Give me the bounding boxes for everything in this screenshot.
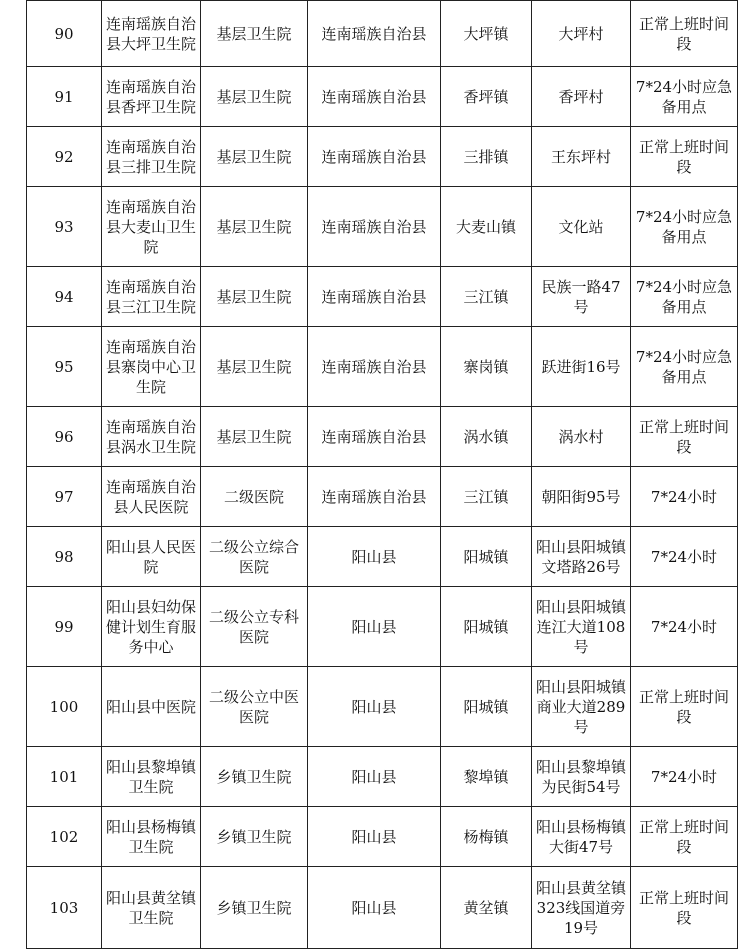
county-cell: 阳山县 xyxy=(308,867,441,949)
town-cell: 三江镇 xyxy=(441,467,532,527)
institution-name-cell: 连南瑶族自治县人民医院 xyxy=(102,467,201,527)
table-row xyxy=(27,807,738,867)
town-cell: 涡水镇 xyxy=(441,407,532,467)
row-number-cell: 90 xyxy=(27,1,102,67)
row-number-cell: 102 xyxy=(27,807,102,867)
service-hours-cell: 7*24小时应急备用点 xyxy=(631,187,738,267)
institution-level-cell: 基层卫生院 xyxy=(201,1,308,67)
institution-level-cell: 二级公立综合医院 xyxy=(201,527,308,587)
institution-name-cell: 阳山县妇幼保健计划生育服务中心 xyxy=(102,587,201,667)
table-row xyxy=(27,187,738,267)
county-cell: 阳山县 xyxy=(308,667,441,747)
county-cell: 阳山县 xyxy=(308,747,441,807)
row-number-cell: 94 xyxy=(27,267,102,327)
county-cell: 连南瑶族自治县 xyxy=(308,127,441,187)
address-cell: 阳山县阳城镇文塔路26号 xyxy=(532,527,631,587)
service-hours-cell: 正常上班时间段 xyxy=(631,407,738,467)
address-cell: 阳山县阳城镇连江大道108号 xyxy=(532,587,631,667)
town-cell: 阳城镇 xyxy=(441,527,532,587)
institution-name-cell: 阳山县黎埠镇卫生院 xyxy=(102,747,201,807)
county-cell: 连南瑶族自治县 xyxy=(308,67,441,127)
row-number-cell: 100 xyxy=(27,667,102,747)
town-cell: 大坪镇 xyxy=(441,1,532,67)
town-cell: 杨梅镇 xyxy=(441,807,532,867)
institution-level-cell: 乡镇卫生院 xyxy=(201,747,308,807)
row-number-cell: 103 xyxy=(27,867,102,949)
town-cell: 黎埠镇 xyxy=(441,747,532,807)
town-cell: 三排镇 xyxy=(441,127,532,187)
service-hours-cell: 7*24小时 xyxy=(631,747,738,807)
row-number-cell: 91 xyxy=(27,67,102,127)
town-cell: 阳城镇 xyxy=(441,587,532,667)
row-number-cell: 96 xyxy=(27,407,102,467)
address-cell: 民族一路47号 xyxy=(532,267,631,327)
institution-name-cell: 连南瑶族自治县寨岗中心卫生院 xyxy=(102,327,201,407)
service-hours-cell: 正常上班时间段 xyxy=(631,807,738,867)
county-cell: 阳山县 xyxy=(308,587,441,667)
address-cell: 王东坪村 xyxy=(532,127,631,187)
address-cell: 大坪村 xyxy=(532,1,631,67)
institution-level-cell: 基层卫生院 xyxy=(201,187,308,267)
address-cell: 跃进街16号 xyxy=(532,327,631,407)
county-cell: 连南瑶族自治县 xyxy=(308,267,441,327)
table-row xyxy=(27,527,738,587)
address-cell: 朝阳街95号 xyxy=(532,467,631,527)
institution-level-cell: 二级医院 xyxy=(201,467,308,527)
institution-level-cell: 基层卫生院 xyxy=(201,407,308,467)
table-row xyxy=(27,407,738,467)
institution-name-cell: 连南瑶族自治县三排卫生院 xyxy=(102,127,201,187)
table-row xyxy=(27,1,738,67)
table-row xyxy=(27,587,738,667)
institution-name-cell: 连南瑶族自治县涡水卫生院 xyxy=(102,407,201,467)
institution-level-cell: 基层卫生院 xyxy=(201,327,308,407)
table-row xyxy=(27,127,738,187)
service-hours-cell: 正常上班时间段 xyxy=(631,667,738,747)
address-cell: 涡水村 xyxy=(532,407,631,467)
service-hours-cell: 7*24小时 xyxy=(631,467,738,527)
table-row xyxy=(27,267,738,327)
town-cell: 寨岗镇 xyxy=(441,327,532,407)
institution-name-cell: 阳山县中医院 xyxy=(102,667,201,747)
institution-name-cell: 连南瑶族自治县大坪卫生院 xyxy=(102,1,201,67)
institution-name-cell: 连南瑶族自治县三江卫生院 xyxy=(102,267,201,327)
row-number-cell: 98 xyxy=(27,527,102,587)
service-hours-cell: 7*24小时 xyxy=(631,527,738,587)
address-cell: 阳山县黎埠镇为民街54号 xyxy=(532,747,631,807)
address-cell: 文化站 xyxy=(532,187,631,267)
row-number-cell: 95 xyxy=(27,327,102,407)
service-hours-cell: 正常上班时间段 xyxy=(631,867,738,949)
institution-name-cell: 阳山县人民医院 xyxy=(102,527,201,587)
town-cell: 阳城镇 xyxy=(441,667,532,747)
table-row xyxy=(27,67,738,127)
institution-level-cell: 乡镇卫生院 xyxy=(201,867,308,949)
table-row xyxy=(27,467,738,527)
institution-level-cell: 基层卫生院 xyxy=(201,127,308,187)
institution-level-cell: 乡镇卫生院 xyxy=(201,807,308,867)
institution-level-cell: 二级公立专科医院 xyxy=(201,587,308,667)
service-hours-cell: 7*24小时应急备用点 xyxy=(631,67,738,127)
county-cell: 连南瑶族自治县 xyxy=(308,467,441,527)
table-row xyxy=(27,867,738,949)
town-cell: 黄坌镇 xyxy=(441,867,532,949)
address-cell: 阳山县杨梅镇大街47号 xyxy=(532,807,631,867)
town-cell: 三江镇 xyxy=(441,267,532,327)
service-hours-cell: 正常上班时间段 xyxy=(631,127,738,187)
county-cell: 连南瑶族自治县 xyxy=(308,407,441,467)
hospital-table xyxy=(26,0,738,949)
institution-name-cell: 连南瑶族自治县香坪卫生院 xyxy=(102,67,201,127)
row-number-cell: 93 xyxy=(27,187,102,267)
address-cell: 阳山县阳城镇商业大道289号 xyxy=(532,667,631,747)
table-row xyxy=(27,747,738,807)
county-cell: 阳山县 xyxy=(308,527,441,587)
county-cell: 连南瑶族自治县 xyxy=(308,1,441,67)
row-number-cell: 97 xyxy=(27,467,102,527)
row-number-cell: 101 xyxy=(27,747,102,807)
institution-level-cell: 基层卫生院 xyxy=(201,267,308,327)
address-cell: 阳山县黄坌镇323线国道旁19号 xyxy=(532,867,631,949)
institution-level-cell: 二级公立中医医院 xyxy=(201,667,308,747)
row-number-cell: 92 xyxy=(27,127,102,187)
county-cell: 连南瑶族自治县 xyxy=(308,187,441,267)
institution-name-cell: 连南瑶族自治县大麦山卫生院 xyxy=(102,187,201,267)
row-number-cell: 99 xyxy=(27,587,102,667)
service-hours-cell: 7*24小时 xyxy=(631,587,738,667)
service-hours-cell: 正常上班时间段 xyxy=(631,1,738,67)
institution-name-cell: 阳山县黄坌镇卫生院 xyxy=(102,867,201,949)
service-hours-cell: 7*24小时应急备用点 xyxy=(631,327,738,407)
county-cell: 阳山县 xyxy=(308,807,441,867)
table-row xyxy=(27,667,738,747)
town-cell: 大麦山镇 xyxy=(441,187,532,267)
table-row xyxy=(27,327,738,407)
institution-level-cell: 基层卫生院 xyxy=(201,67,308,127)
service-hours-cell: 7*24小时应急备用点 xyxy=(631,267,738,327)
town-cell: 香坪镇 xyxy=(441,67,532,127)
address-cell: 香坪村 xyxy=(532,67,631,127)
institution-name-cell: 阳山县杨梅镇卫生院 xyxy=(102,807,201,867)
county-cell: 连南瑶族自治县 xyxy=(308,327,441,407)
